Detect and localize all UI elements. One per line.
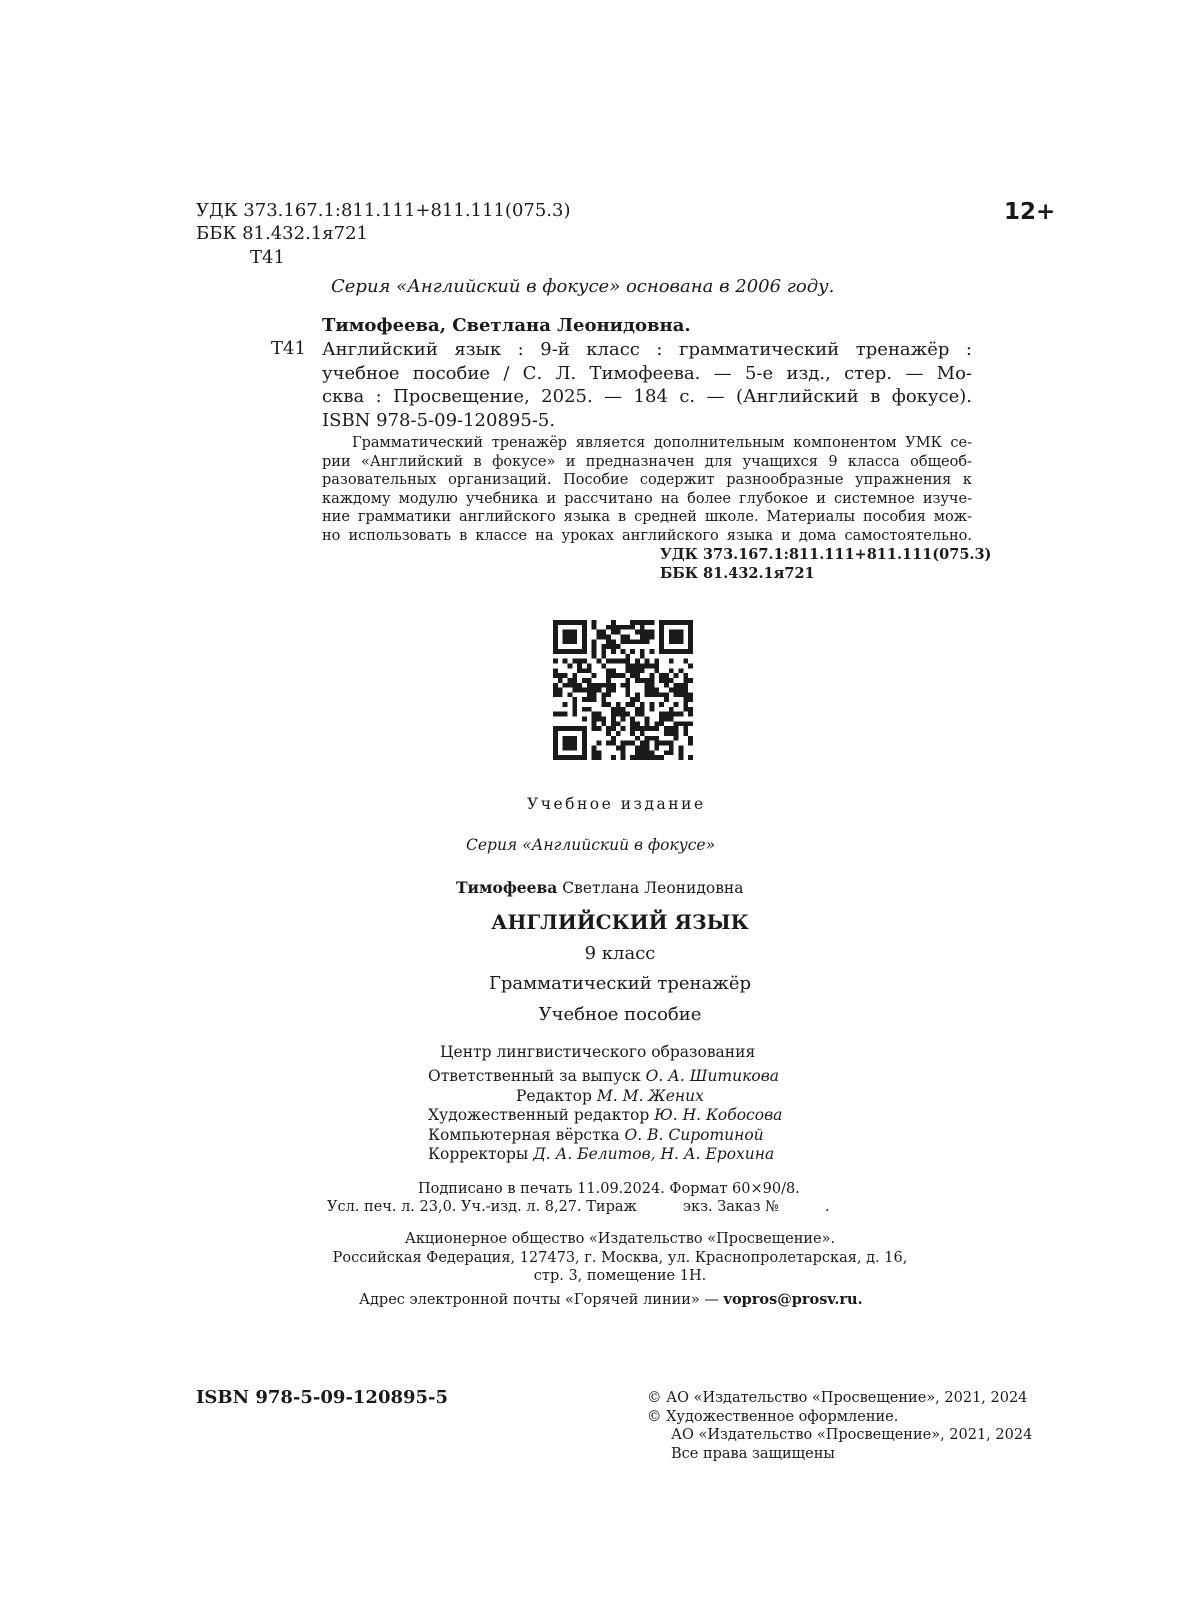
- imprint-series: Серия «Английский в фокусе»: [466, 836, 716, 854]
- imprint-author: [456, 878, 744, 897]
- credit-line: Художественный редактор Ю. Н. Кобосова: [428, 1106, 783, 1124]
- bib-line: сква : Просвещение, 2025. — 184 с. — (Английский в фокусе).: [322, 386, 972, 407]
- copyright-line: © АО «Издательство «Просвещение», 2021, 2024: [647, 1390, 1028, 1406]
- hotline-email: [359, 1291, 863, 1308]
- copyright-line: © Художественное оформление.: [647, 1408, 899, 1425]
- bib-annotation: [322, 434, 972, 545]
- bib-line: учебное пособие / С. Л. Тимофеева. — 5-е изд., стер. — Мо-: [322, 362, 972, 384]
- bib-bbk: ББК 81.432.1я721: [660, 565, 815, 582]
- center-name: Центр лингвистического образования: [440, 1043, 756, 1061]
- book-title: АНГЛИЙСКИЙ ЯЗЫК: [491, 910, 749, 934]
- publisher-line: Российская Федерация, 127473, г. Москва, ул. Краснопролетарская, д. 16,: [332, 1249, 908, 1266]
- credit-line: Корректоры Д. А. Белитов, Н. А. Ерохина: [428, 1145, 775, 1163]
- credit-line: Редактор М. М. Жених: [516, 1086, 704, 1105]
- bib-udk: УДК 373.167.1:811.111+811.111(075.3): [660, 546, 992, 563]
- copyright-block: [647, 1389, 1032, 1463]
- annotation-line: Грамматический тренажёр является дополнительным компонентом УМК се-: [352, 435, 972, 451]
- annotation-line: каждому модулю учебника и рассчитано на более глубокое и системное изуче-: [322, 490, 972, 507]
- subtitle: Грамматический тренажёр: [488, 973, 752, 994]
- qr-code: [553, 620, 693, 760]
- annotation-line: но использовать в классе на уроках английского языка и дома самостоятельно.: [322, 527, 972, 544]
- credit-line: Компьютерная вёрстка О. В. Сиротиной: [428, 1125, 764, 1144]
- author-surname: Тимофеева: [456, 878, 558, 897]
- print-line-2: Усл. печ. л. 23,0. Уч.-изд. л. 8,27. Тираж экз. Заказ № .: [327, 1199, 830, 1215]
- email-link: vopros@prosv.ru.: [723, 1291, 863, 1308]
- series-founded-note: Серия «Английский в фокусе» основана в 2006 году.: [331, 276, 835, 297]
- edition-type: Учебное издание: [527, 795, 706, 813]
- age-rating: 12+: [1004, 199, 1056, 225]
- author-name: Светлана Леонидовна: [562, 879, 744, 897]
- email-label: Адрес электронной почты «Горячей линии» —: [359, 1292, 724, 1308]
- bib-line: Английский язык : 9-й класс : грамматический тренажёр :: [322, 339, 972, 360]
- credit-line: Ответственный за выпуск О. А. Шитикова: [428, 1067, 779, 1085]
- bib-author: Тимофеева, Светлана Леонидовна.: [322, 315, 691, 336]
- bib-isbn-line: ISBN 978-5-09-120895-5.: [322, 409, 556, 431]
- publisher-line: стр. 3, помещение 1Н.: [533, 1268, 707, 1284]
- bbk-header: ББК 81.432.1я721: [196, 223, 368, 244]
- annotation-line: ние грамматики английского языка в средней школе. Материалы пособия мож-: [322, 509, 972, 525]
- udk-header: УДК 373.167.1:811.111+811.111(075.3): [196, 200, 571, 221]
- bib-code: Т41: [271, 338, 306, 359]
- bib-description: [322, 338, 972, 432]
- doc-type: Учебное пособие: [538, 1004, 702, 1025]
- credits: [428, 1067, 782, 1165]
- print-line-1: Подписано в печать 11.09.2024. Формат 60×90/8.: [418, 1181, 800, 1197]
- copyright-line: Все права защищены: [671, 1445, 835, 1462]
- publisher-line: Акционерное общество «Издательство «Просвещение».: [404, 1231, 836, 1247]
- author-code-header: Т41: [250, 247, 285, 268]
- annotation-line: рии «Английский в фокусе» и предназначен для учащихся 9 класса общеоб-: [322, 453, 972, 470]
- grade: 9 класс: [584, 943, 656, 964]
- footer-isbn: ISBN 978-5-09-120895-5: [196, 1387, 449, 1408]
- annotation-line: разовательных организаций. Пособие содержит разнообразные упражнения к: [322, 472, 972, 488]
- publisher-info: [300, 1230, 940, 1286]
- copyright-line: АО «Издательство «Просвещение», 2021, 2024: [671, 1427, 1033, 1443]
